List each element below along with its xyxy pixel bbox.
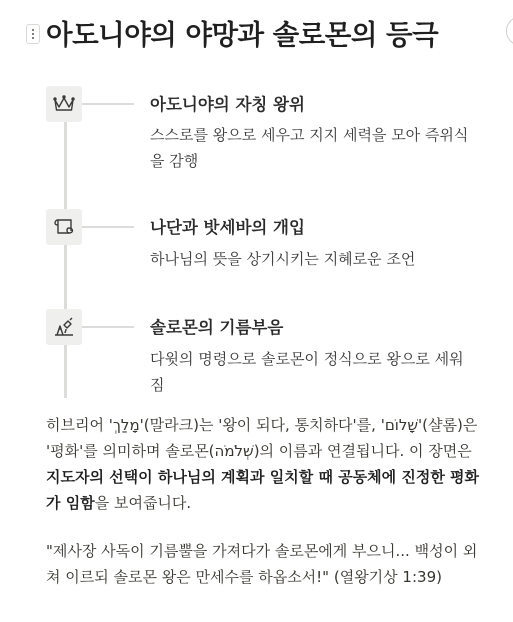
timeline-connector — [82, 103, 134, 105]
scripture-quote: "제사장 사독이 기름뿔을 가져다가 솔로몬에게 부으니... 백성이 외쳐 이르되 솔로몬 왕은 만세수를 하옵소서!" (열왕기상 1:39) — [46, 542, 478, 586]
timeline-item-desc: 다윗의 명령으로 솔로몬이 정식으로 왕으로 세워짐 — [150, 350, 464, 394]
paragraph-text: 히브리어 'מָלַךְ'(말라크)는 '왕이 되다, 통치하다'를, 'שָׁלוֹם'(샬롬)은 '평화'를 의미하며 솔로몬(שְׁלֹמֹה)의 이름과 연결됩니다. 이 장면은 — [46, 416, 478, 460]
timeline-connector — [82, 226, 134, 228]
timeline-item-title: 나단과 밧세바의 개입 — [150, 218, 305, 237]
timeline-item-title: 솔로몬의 기름부음 — [150, 318, 284, 337]
timeline-item-title: 아도니야의 자칭 왕위 — [150, 95, 305, 114]
scroll-icon — [46, 209, 82, 245]
timeline-line — [64, 118, 67, 398]
paragraph-emphasis: 지도자의 선택이 하나님의 계획과 일치할 때 공동체에 진정한 평화가 임함 — [46, 468, 480, 512]
timeline-item-desc: 스스로를 왕으로 세우고 지지 세력을 모아 즉위식을 감행 — [150, 126, 469, 170]
timeline-connector — [82, 326, 134, 328]
crown-icon — [46, 86, 82, 122]
timeline-item-desc: 하나님의 뜻을 상기시키는 지혜로운 조언 — [150, 250, 416, 268]
paragraph-text-end: 을 보여줍니다. — [94, 494, 192, 512]
drag-handle[interactable] — [26, 24, 40, 44]
body-paragraph — [46, 412, 486, 516]
anointing-icon — [46, 309, 82, 345]
page-title: 아도니야의 야망과 솔로몬의 등극 — [46, 19, 439, 51]
add-button[interactable] — [506, 16, 513, 46]
